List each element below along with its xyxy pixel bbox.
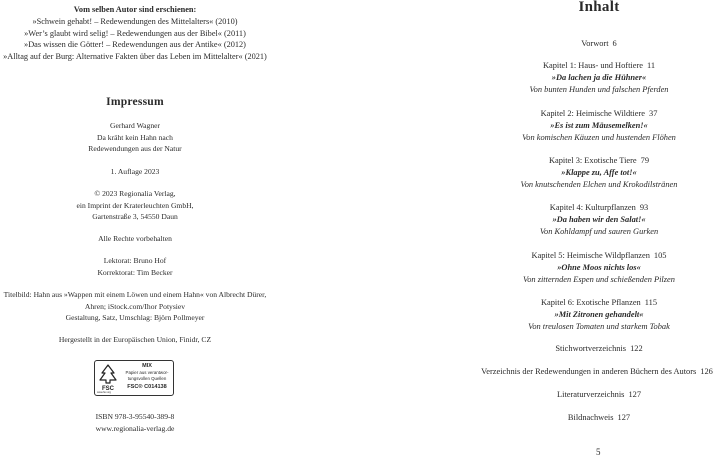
fsc-logo-text: FSC [102,386,114,392]
toc-page-number: 115 [644,298,658,307]
chapter-quote: »Da haben wir den Salat!« [552,215,646,224]
toc-chapter-3 [478,155,720,167]
toc-page-number: 6 [612,39,617,48]
toc-page-number: 105 [653,251,667,260]
chapter-subtitle: Von Kohldampf und sauren Gurken [539,227,659,236]
edition: 1. Auflage 2023 [110,167,160,176]
rights-reserved: Alle Rechte vorbehalten [98,234,172,243]
toc-entry-label: Vorwort [581,39,609,48]
toc-entry-label: Literaturverzeichnis [557,390,625,399]
copyright: © 2023 Regionalia Verlag, [94,189,176,198]
toc-chapter-1 [478,60,720,72]
title-image-credit: Titelbild: Hahn aus »Wappen mit einem Löwen und einem Hahn« von Albrecht Dürer, [3,290,267,299]
chapter-subtitle: Von bunten Hunden und falschen Pferden [529,85,669,94]
toc-entry-vorwort [478,38,720,50]
korrektorat: Korrektorat: Tim Becker [97,267,173,277]
toc-page-number: 37 [649,109,658,118]
other-book-item: »Das wissen die Götter! – Redewendungen aus der Antike« (2012) [24,40,246,49]
publisher-address: Gartenstraße 3, 54550 Daun [92,212,178,221]
chapter-quote: »Da lachen ja die Hühner« [551,73,647,82]
toc-page-number: 93 [639,203,649,212]
book-subtitle: Redewendungen aus der Natur [88,144,182,153]
toc-page-number: 122 [630,344,643,353]
chapter-title: Kapitel 5: Heimische Wildpflanzen [531,251,650,260]
book-title: Da kräht kein Hahn nach [97,132,173,142]
toc-page-number: 127 [617,413,631,422]
design-credit: Gestaltung, Satz, Umschlag: Björn Pollmeyer [65,313,205,322]
right-page [478,0,720,459]
other-book-item: »Schwein gehabt! – Redewendungen des Mittelalters« (2010) [32,17,238,26]
toc-chapter-6 [478,297,720,309]
fsc-label [94,360,174,396]
chapter-title: Kapitel 3: Exotische Tiere [548,156,637,165]
toc-page-number: 127 [628,390,641,399]
chapter-quote: »Es ist zum Mäusemelken!« [550,121,648,130]
fsc-line-2: tungsvollen Quellen [127,376,167,381]
toc-chapter-5 [478,250,720,262]
author-name: Gerhard Wagner [109,121,161,130]
toc-page-number: 11 [646,61,656,70]
fsc-tree-icon [98,364,118,392]
other-books-heading: Vom selben Autor sind erschienen: [73,5,197,14]
toc-entry-stichwortverzeichnis [478,343,720,355]
fsc-website: www.fsc.org [97,391,111,394]
toc-entry-label: Stichwortverzeichnis [555,344,627,353]
chapter-title: Kapitel 1: Haus- und Hoftiere [542,61,643,70]
toc-title: Inhalt [578,0,620,15]
chapter-quote: »Mit Zitronen gehandelt« [554,310,644,319]
imprint-of: ein Imprint der Kraterleuchten GmbH, [76,200,194,210]
toc-page-number: 126 [700,367,713,376]
toc-entry-label: Bildnachweis [567,413,614,422]
publisher-website: www.regionalia-verlag.de [95,423,175,433]
left-page [0,0,270,459]
printed-in: Hergestellt in der Europäischen Union, Finidr, CZ [58,335,212,344]
other-book-item: »Alltag auf der Burg: Alternative Fakten über das Leben im Mittelalter« (2021) [3,51,267,61]
page-number: 5 [596,447,601,457]
chapter-title: Kapitel 2: Heimische Wildtiere [540,109,646,118]
isbn: ISBN 978-3-95540-389-8 [95,412,175,421]
chapter-quote: »Klappe zu, Affe tot!« [561,168,637,177]
chapter-subtitle: Von knutschenden Elchen und Krokodilstränen [520,180,678,189]
fsc-line-1: Papier aus verantwor- [125,370,169,375]
chapter-subtitle: Von treulosen Tomaten und starkem Tobak [528,322,670,331]
chapter-title: Kapitel 4: Kulturpflanzen [549,203,636,212]
toc-chapter-2 [478,108,720,120]
other-book-item: »Wer’s glaubt wird selig! – Redewendungen aus der Bibel« (2011) [24,28,246,38]
lektorat: Lektorat: Bruno Hof [103,256,167,265]
chapter-quote: »Ohne Moos nichts los« [557,263,641,272]
toc-entry-bildnachweis [478,412,720,424]
toc-chapter-4 [478,202,720,214]
fsc-code: FSC® C014138 [127,384,167,390]
chapter-subtitle: Von komischen Käuzen und hustenden Flöhen [522,133,676,142]
toc-page-number: 79 [640,156,650,165]
chapter-title: Kapitel 6: Exotische Pflanzen [540,298,641,307]
fsc-mix: MIX [142,363,152,369]
toc-entry-label: Verzeichnis der Redewendungen in anderen Büchern des Autors [481,367,697,376]
impressum-title: Impressum [106,95,164,108]
toc-entry-literaturverzeichnis [478,389,720,401]
toc-entry-other-books [474,366,720,378]
title-image-credit-2: Ahren; iStock.com/Ihor Potysiev [84,301,186,311]
chapter-subtitle: Von zitternden Espen und schießenden Pilzen [523,275,675,284]
